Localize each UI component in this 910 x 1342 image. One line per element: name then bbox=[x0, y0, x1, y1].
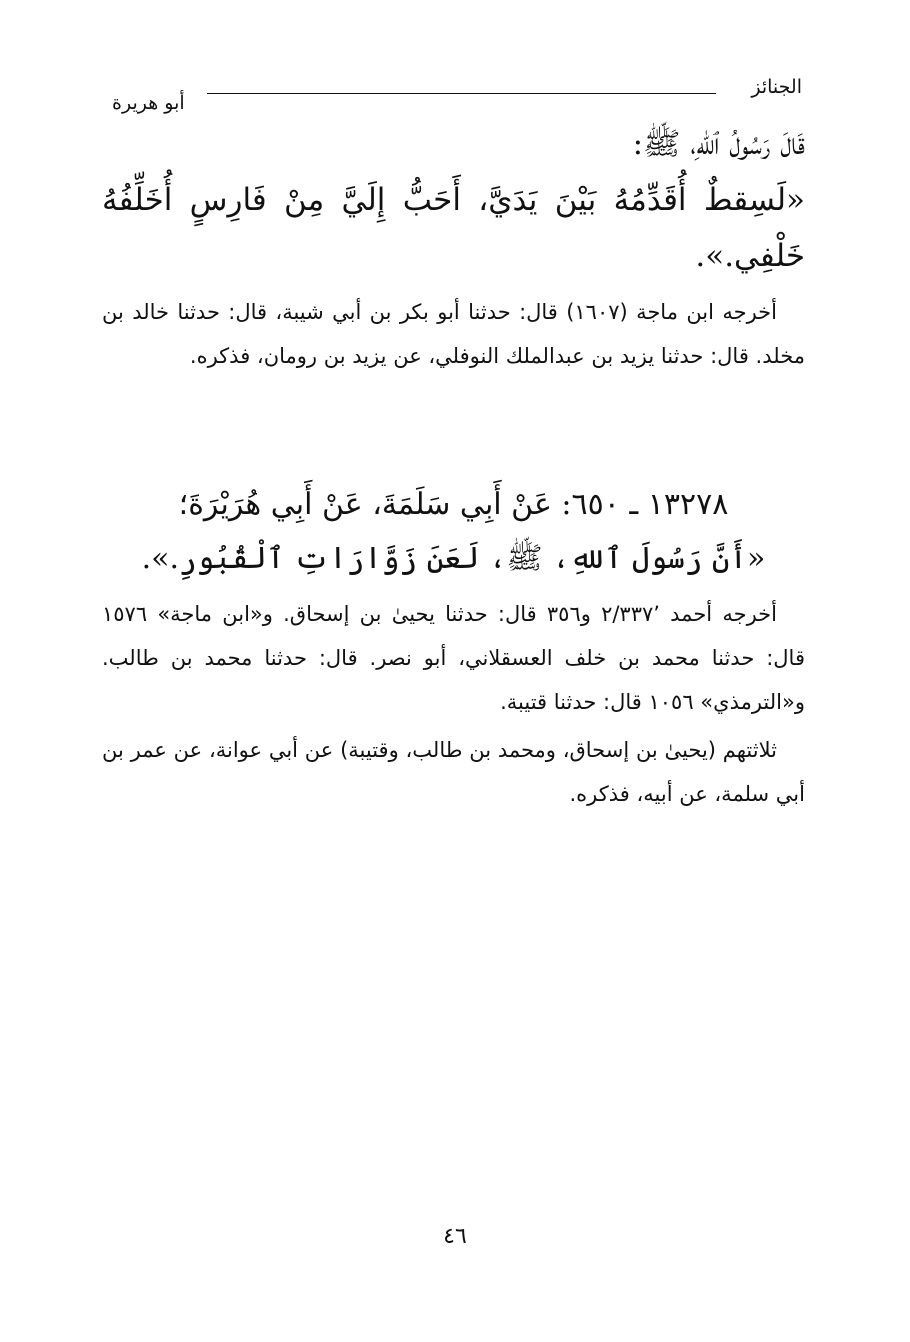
header-rule bbox=[207, 93, 716, 94]
hadith-citation bbox=[102, 290, 805, 378]
chapter-title: الجنائز bbox=[751, 76, 802, 98]
hadith-citation bbox=[102, 592, 805, 724]
hadith-citation bbox=[102, 728, 805, 816]
hadith-2-text bbox=[102, 478, 805, 586]
citation-text: أخرجه أحمد ٢/٣٣٧٬ و٣٥٦ قال: حدثنا يحيىٰ بن إسحاق. و«ابن ماجة» ١٥٧٦ قال: حدثنا محمد بن خلف العسقلاني، أبو نصر. قال: حدثنا محمد بن طالب. و«الترمذي» ١٠٥٦ قال: حدثنا قتيبة. bbox=[102, 602, 805, 714]
running-header bbox=[112, 76, 802, 114]
hadith-text: «لَسِقطٌ أُقَدِّمُهُ بَيْنَ يَدَيَّ، أَحَبُّ إِلَيَّ مِنْ فَارِسٍ أُخَلِّفُهُ خَلْفِي.». bbox=[102, 182, 805, 274]
hadith-number-line: ١٣٢٧٨ ـ ٦٥٠: عَنْ أَبِي سَلَمَةَ، عَنْ أَبِي هُرَيْرَةَ؛ bbox=[178, 487, 729, 522]
page-number: ٤٦ bbox=[443, 1224, 467, 1249]
narrator-name: أبو هريرة bbox=[112, 92, 185, 114]
citation-text: ثلاثتهم (يحيىٰ بن إسحاق، ومحمد بن طالب، وقتيبة) عن أبي عوانة، عن عمر بن أبي سلمة، عن أبيه، فذكره. bbox=[102, 738, 805, 806]
hadith-quote-line: «أَنَّ رَسُولَ ٱللهِ، ﷺ، لَعَنَ زَوَّارَاتِ ٱلْقُبُورِ.». bbox=[141, 541, 766, 576]
citation-text: أخرجه ابن ماجة (١٦٠٧) قال: حدثنا أبو بكر بن أبي شيبة، قال: حدثنا خالد بن مخلد. قال: حدثنا يزيد بن عبدالملك النوفلي، عن يزيد بن رومان، فذكره. bbox=[102, 300, 805, 368]
hadith-intro: قَالَ رَسُولُ ٱللهِ، ﷺ: bbox=[632, 126, 805, 162]
